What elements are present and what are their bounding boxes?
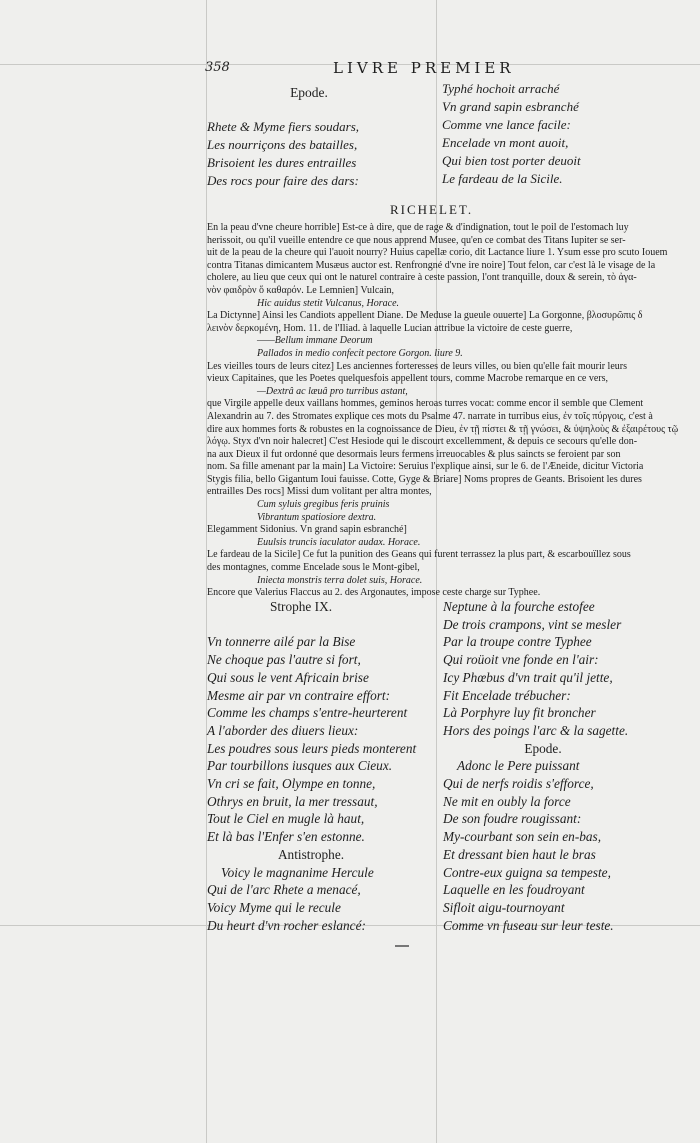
verse-line: Icy Phœbus d'vn trait qu'il jette, <box>443 669 613 685</box>
commentary-line: λεινὸν δερκομένη, Hom. 11. de l'Iliad. à laquelle Lucian attribue la victoire de ceste guerre, <box>207 322 573 334</box>
blank-line <box>207 616 435 634</box>
verse-line: Comme les champs s'entre-heurterent <box>207 705 408 721</box>
verse-line: A l'aborder des diuers lieux: <box>207 722 359 738</box>
verse-line: De son foudre rougissant: <box>443 811 582 827</box>
commentary-line: nom. Sa fille amenant par la main] La Victoire: Seruius l'explique ainsi, sur le 6. de l'Æneide, dicitur Victoria <box>207 461 644 473</box>
epode-heading: Epode. <box>524 740 562 756</box>
running-head: LIVRE PREMIER <box>333 59 515 77</box>
verse-line: Ne mit en oubly la force <box>443 793 571 809</box>
verse-line: Sifloit aigu-tournoyant <box>443 899 565 915</box>
verse-line: Le fardeau de la Sicile. <box>442 171 563 186</box>
bottom-left-verse <box>207 598 435 934</box>
commentary-line: des montagnes, comme Encelade sous le Mont-gibel, <box>207 562 420 574</box>
verse-line: Othrys en bruit, la mer tressaut, <box>207 793 378 809</box>
commentary-line: Les vieilles tours de leurs citez] Les anciennes forteresses de leurs villes, ou bien qu'elle fait mourir leurs <box>207 360 627 372</box>
verse-line: Les poudres sous leurs pieds monterent <box>207 740 417 756</box>
verse-line: Typhé hochoit arraché <box>442 81 560 96</box>
commentary-title: RICHELET. <box>390 202 474 217</box>
commentary-line: νὸν φαιδρὸν ὅ καθαρόν. Le Lemnien] Vulcain, <box>207 284 394 296</box>
printer-mark <box>395 945 409 947</box>
verse-line: Contre-eux guigna sa tempeste, <box>443 864 611 880</box>
verse-line: Hors des poings l'arc & la sagette. <box>443 722 629 738</box>
commentary-line: entrailles Des rocs] Missi dum volitant per altra montes, <box>207 486 432 498</box>
quotation-line: Pallados in medio confecit pectore Gorgon. liure 9. <box>257 347 463 359</box>
top-right-verse <box>442 80 692 188</box>
verse-line: Comme vne lance facile: <box>442 117 571 132</box>
commentary-line: vieux Capitaines, que les Poetes quelquesfois appellent tours, comme Macrobe remarque en ce vers, <box>207 373 608 385</box>
bottom-right-verse <box>443 598 693 934</box>
commentary-line: uit de la peau de la cheure qui l'auoit nourry? Huius capellæ corio, dit Lactance liure 1. Ysum esse pro scuto Iouem <box>207 247 668 259</box>
commentary-line: λόγῳ. Styx d'vn noir halecret] C'est Hesiode qui le discourt excellemment, & depuis ce secours qu'elle don- <box>207 436 638 448</box>
commentary-line: na aux Dieux il fut ordonné que desormais leurs fermens irreuocables & plus saincts se feroient par son <box>207 448 621 460</box>
commentary-line: que Virgile appelle deux vaillans hommes, geminos heroas turres vocat: comme encor il semble que Clement <box>207 398 644 410</box>
verse-line: Les nourriçons des batailles, <box>207 137 358 152</box>
verse-line: Qui de l'arc Rhete a menacé, <box>207 882 361 898</box>
verse-line: Et dressant bien haut le bras <box>443 846 596 862</box>
verse-line: Ne choque pas l'autre si fort, <box>207 652 361 668</box>
quotation-line: Iniecta monstris terra dolet suis, Horace. <box>257 574 423 586</box>
quotation-line: Euulsis truncis iaculator audax. Horace. <box>257 536 421 548</box>
quotation-line: Vibrantum spatiosiore dextra. <box>257 511 377 523</box>
verse-line: Là Porphyre luy fit broncher <box>443 705 596 721</box>
verse-line: Par la troupe contre Typhee <box>443 634 592 650</box>
top-left-verse-heading: Epode. <box>290 85 328 100</box>
verse-line: Par tourbillons iusques aux Cieux. <box>207 758 393 774</box>
verse-line: Des rocs pour faire des dars: <box>207 173 359 188</box>
quotation-line: ——Bellum immane Deorum <box>257 335 373 347</box>
verse-line: Fit Encelade trébucher: <box>443 687 571 703</box>
verse-line: Comme vn fuseau sur leur teste. <box>443 917 614 933</box>
top-left-verse <box>207 84 435 190</box>
commentary-line: herissoit, ou qu'il vueille entendre ce que nous apprend Musee, qu'en ce combat des Titans Iupiter se ser- <box>207 234 626 246</box>
verse-line: Encelade vn mont auoit, <box>442 135 569 150</box>
quotation-line: Hic auidus stetit Vulcanus, Horace. <box>257 297 400 309</box>
verse-line: Rhete & Myme fiers soudars, <box>207 119 360 134</box>
verse-line: Qui roüoit vne fonde en l'air: <box>443 652 599 668</box>
verse-line: Mesme air par vn contraire effort: <box>207 687 391 703</box>
verse-line: Voicy Myme qui le recule <box>207 899 341 915</box>
commentary-line: Elegamment Sidonius. Vn grand sapin esbranché] <box>207 524 407 536</box>
verse-line: Qui sous le vent Africain brise <box>207 669 369 685</box>
verse-line: De trois crampons, vint se mesler <box>443 616 622 632</box>
verse-line: Neptune à la fourche estofee <box>443 599 595 614</box>
verse-line: Laquelle en les foudroyant <box>443 882 585 898</box>
verse-line: Vn grand sapin esbranché <box>442 99 579 114</box>
commentary-line: Stygis filia, bello Gigantum Ioui fauisse. Cotte, Gyge & Briare] Noms propres de Geants. Brisoient les dures <box>207 473 642 485</box>
commentary-line: Alexandrin au 7. des Stromates explique ces mots du Psalme 47. narrate in turribus eius, ἐν τοῖς πύργοις, c'est à <box>207 410 653 422</box>
verse-line: Voicy le magnanime Hercule <box>221 864 374 880</box>
quotation-line: —Dextrâ ac læuâ pro turribus astant, <box>257 385 408 397</box>
verse-line: Du heurt d'vn rocher eslancé: <box>207 917 366 933</box>
verse-line: Vn cri se fait, Olympe en tonne, <box>207 776 376 792</box>
commentary-line: En la peau d'vne cheure horrible] Est-ce à dire, que de rage & d'indignation, tout le poil de l'estomach luy <box>207 222 629 233</box>
page-number: 358 <box>205 60 230 75</box>
strophe-heading: Strophe IX. <box>269 599 333 614</box>
verse-line: Tout le Ciel en mugle là haut, <box>207 811 365 827</box>
commentary-line: Encore que Valerius Flaccus au 2. des Argonautes, impose ceste charge sur Typhee. <box>207 587 541 599</box>
commentary-line: cholere, au lieu que ceux qui ont le naturel contraire à ceste passion, l'ont tranquille, doux & serein, τὸ ἀγα- <box>207 272 637 284</box>
commentary-line: dire aux hommes forts & robustes en la cognoissance de Dieu, ἐν τῇ πίστει & τῇ γνώσει, & ὑψηλοὺς & ἐξαιρέτους τῷ <box>207 423 679 435</box>
antistrophe-heading: Antistrophe. <box>277 846 345 862</box>
commentary-line: Le fardeau de la Sicile] Ce fut la punition des Geans qui furent terrassez la plus part, & escarbouïllez sous <box>207 549 631 561</box>
verse-line: Vn tonnerre ailé par la Bise <box>207 634 356 650</box>
quotation-line: Cum syluis gregibus feris pruinis <box>257 499 390 511</box>
commentary-block <box>207 222 692 600</box>
verse-line: Qui bien tost porter deuoit <box>442 153 581 168</box>
verse-line: Adonc le Pere puissant <box>457 758 580 774</box>
verse-line: Et là bas l'Enfer s'en estonne. <box>207 829 365 845</box>
commentary-line: La Dictynne] Ainsi les Candiots appellent Diane. De Meduse la gueule ouuerte] La Gorgonne, βλοσυρῶπις δ <box>207 310 643 322</box>
verse-line: Brisoient les dures entrailles <box>207 155 357 170</box>
page-header <box>205 60 535 80</box>
commentary-line: contra Titanas dimicantem Musæus auctor est. Renfrongné d'vne ire noire] Tout felon, car c'est là le visage de la <box>207 259 656 271</box>
verse-line: My-courbant son sein en-bas, <box>443 829 602 845</box>
verse-line: Qui de nerfs roidis s'efforce, <box>443 776 594 792</box>
